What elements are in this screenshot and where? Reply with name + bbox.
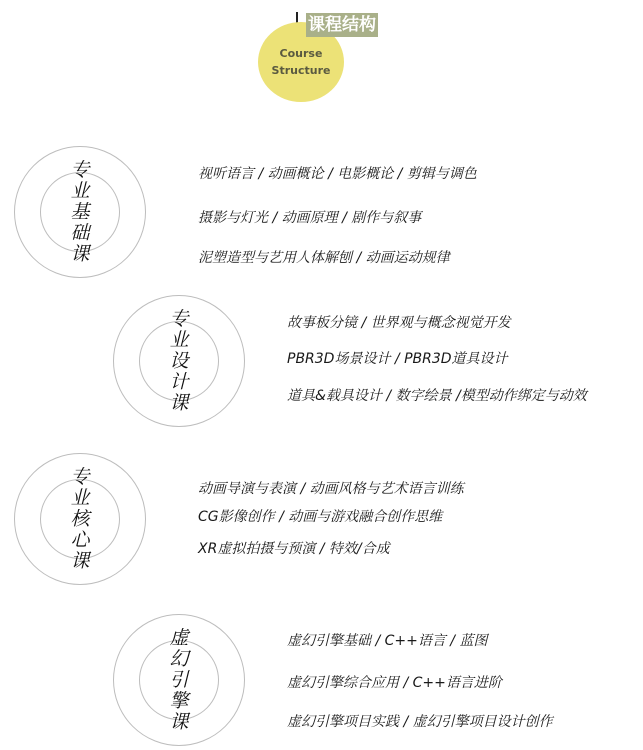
- label-char: 础: [70, 221, 90, 244]
- course-line: 故事板分镜 / 世界观与概念视觉开发: [287, 315, 511, 331]
- course-line: XR虚拟拍摄与预演 / 特效/合成: [198, 541, 390, 557]
- label-char: 业: [70, 179, 90, 202]
- label-char: 业: [169, 328, 189, 351]
- label-char: 计: [169, 370, 189, 393]
- label-char: 专: [70, 465, 90, 488]
- label-char: 核: [70, 507, 90, 530]
- page-title: 课程结构: [308, 15, 376, 35]
- course-line: PBR3D场景设计 / PBR3D道具设计: [287, 351, 508, 367]
- label-char: 虚: [169, 626, 189, 649]
- module-label: [113, 614, 245, 746]
- label-char: 心: [70, 528, 90, 551]
- badge-line-2: Structure: [271, 64, 331, 77]
- label-char: 课: [70, 242, 90, 265]
- label-char: 业: [70, 486, 90, 509]
- label-char: 课: [169, 391, 189, 414]
- label-char: 引: [169, 668, 189, 691]
- course-line: 摄影与灯光 / 动画原理 / 剧作与叙事: [198, 210, 422, 226]
- badge-line-1: Course: [279, 47, 323, 60]
- label-char: 专: [169, 307, 189, 330]
- module-label: [113, 295, 245, 427]
- course-line: 泥塑造型与艺用人体解刨 / 动画运动规律: [198, 250, 450, 266]
- label-char: 幻: [169, 647, 189, 670]
- course-line: 动画导演与表演 / 动画风格与艺术语言训练: [198, 481, 464, 497]
- label-char: 课: [70, 549, 90, 572]
- module-label: [14, 453, 146, 585]
- course-line: 道具&载具设计 / 数字绘景 /模型动作绑定与动效: [287, 388, 587, 404]
- course-line: CG影像创作 / 动画与游戏融合创作思维: [198, 509, 443, 525]
- course-line: 虚幻引擎综合应用 / C++语言进阶: [287, 675, 502, 691]
- course-line: 视听语言 / 动画概论 / 电影概论 / 剪辑与调色: [198, 166, 477, 182]
- course-line: 虚幻引擎基础 / C++语言 / 蓝图: [287, 633, 488, 649]
- label-char: 设: [169, 349, 189, 372]
- course-line: 虚幻引擎项目实践 / 虚幻引擎项目设计创作: [287, 714, 553, 730]
- label-char: 专: [70, 158, 90, 181]
- label-char: 基: [70, 200, 90, 223]
- label-char: 擎: [169, 689, 189, 712]
- module-label: [14, 146, 146, 278]
- label-char: 课: [169, 710, 189, 733]
